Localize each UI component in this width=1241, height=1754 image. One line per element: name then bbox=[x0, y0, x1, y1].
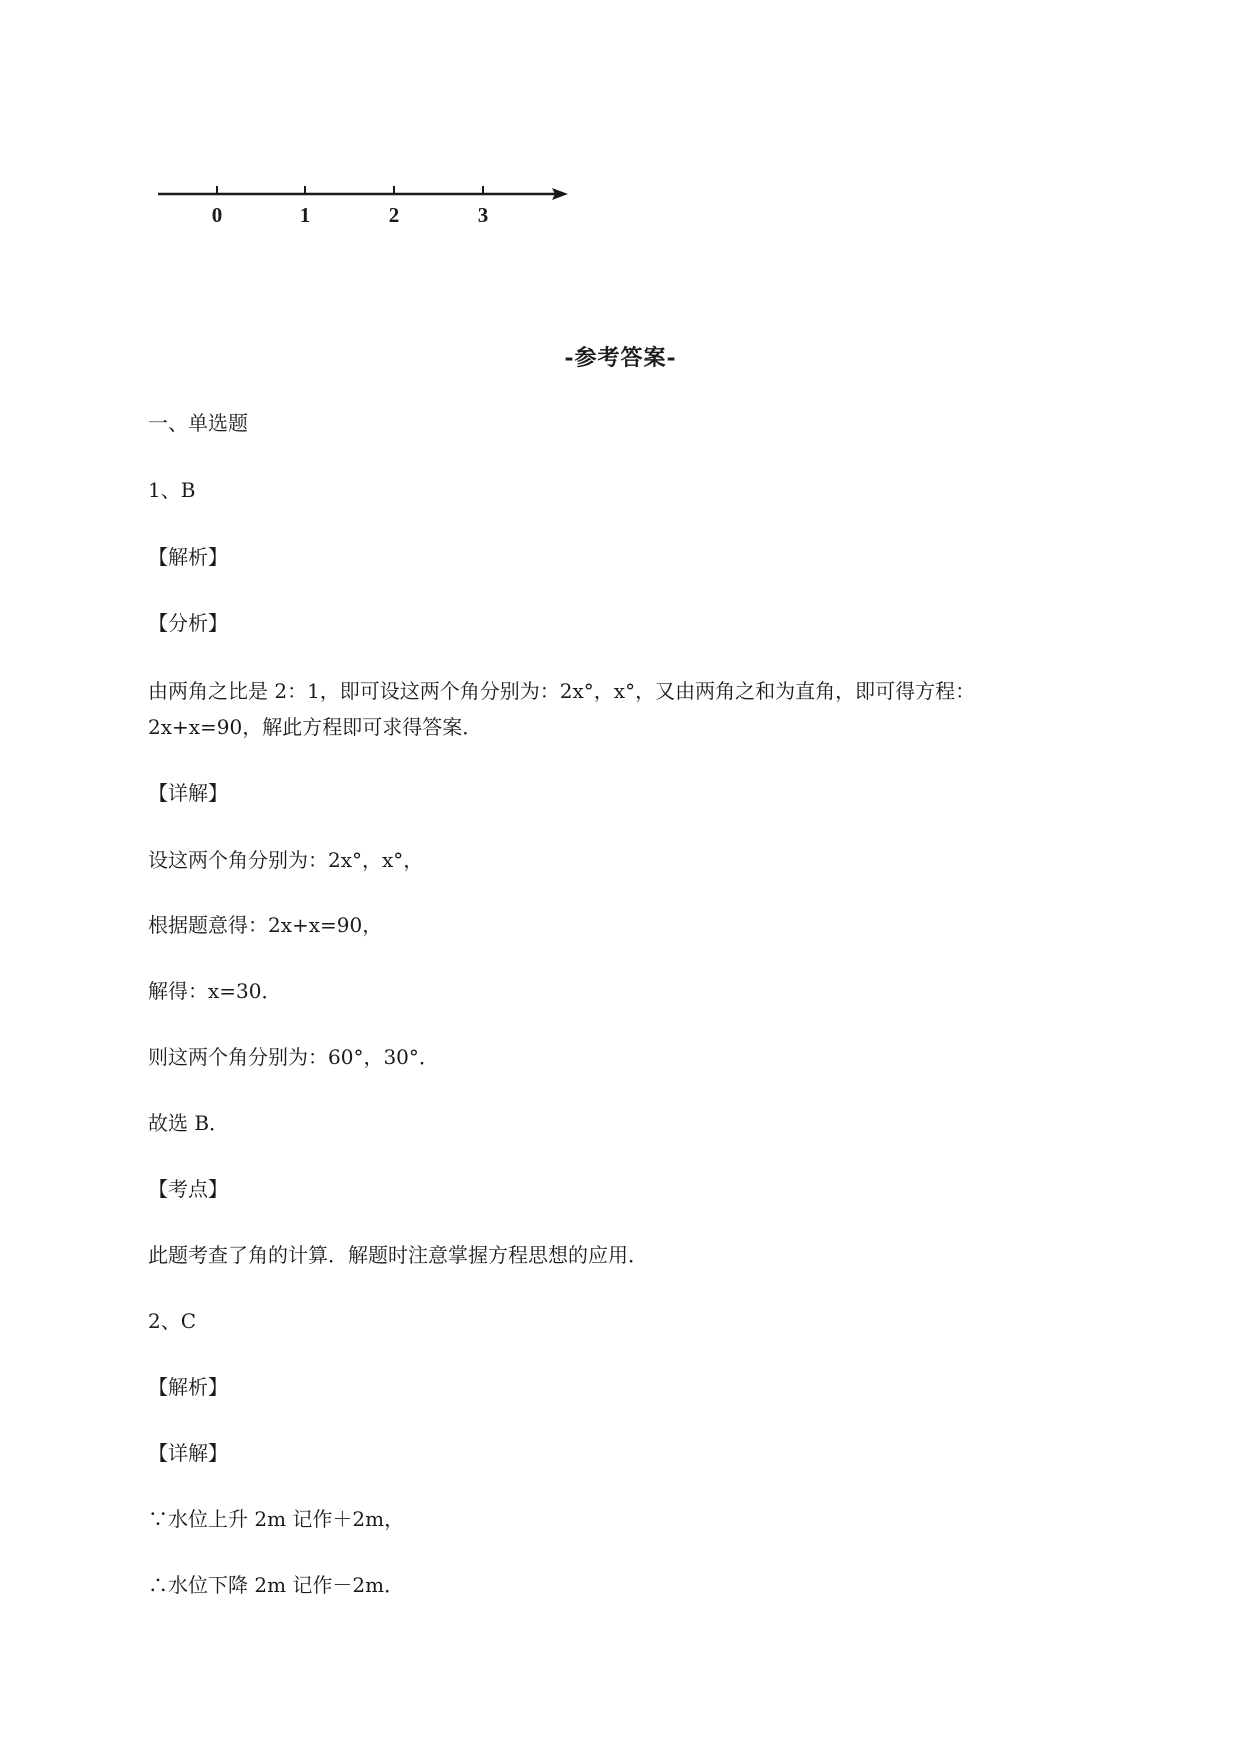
q1-xiangjie-label: 【详解】 bbox=[148, 781, 228, 805]
q2-answer: 2、C bbox=[148, 1309, 197, 1333]
q1-step2: 根据题意得：2x+x=90， bbox=[148, 913, 383, 937]
answer-title: -参考答案- bbox=[564, 345, 677, 371]
tick-label-3: 3 bbox=[477, 203, 489, 227]
q1-fenxi-line2: 2x+x=90，解此方程即可求得答案． bbox=[148, 715, 483, 739]
tick-label-0: 0 bbox=[211, 203, 223, 227]
q1-jiexi-label: 【解析】 bbox=[148, 545, 228, 569]
q1-step1: 设这两个角分别为：2x°，x°， bbox=[148, 848, 424, 872]
q1-fenxi-label: 【分析】 bbox=[148, 611, 228, 635]
q2-xiangjie-label: 【详解】 bbox=[148, 1441, 228, 1465]
q1-step3: 解得：x=30． bbox=[148, 979, 282, 1003]
tick-label-1: 1 bbox=[299, 203, 311, 227]
tick-label-2: 2 bbox=[388, 203, 400, 227]
q1-kaodian-text: 此题考查了角的计算．解题时注意掌握方程思想的应用． bbox=[148, 1243, 648, 1267]
q2-step1: ∵水位上升 2m 记作＋2m， bbox=[148, 1507, 405, 1531]
q1-step5: 故选 B． bbox=[148, 1111, 230, 1135]
number-line-figure bbox=[150, 172, 570, 232]
q2-step2: ∴水位下降 2m 记作－2m． bbox=[148, 1573, 405, 1597]
q1-fenxi-line1: 由两角之比是 2：1，即可设这两个角分别为：2x°，x°，又由两角之和为直角，即可得方程： bbox=[148, 679, 976, 703]
q1-kaodian-label: 【考点】 bbox=[148, 1177, 228, 1201]
q1-step4: 则这两个角分别为：60°，30°． bbox=[148, 1045, 439, 1069]
section-heading: 一、单选题 bbox=[148, 411, 248, 435]
q2-jiexi-label: 【解析】 bbox=[148, 1375, 228, 1399]
q1-answer: 1、B bbox=[148, 478, 196, 502]
